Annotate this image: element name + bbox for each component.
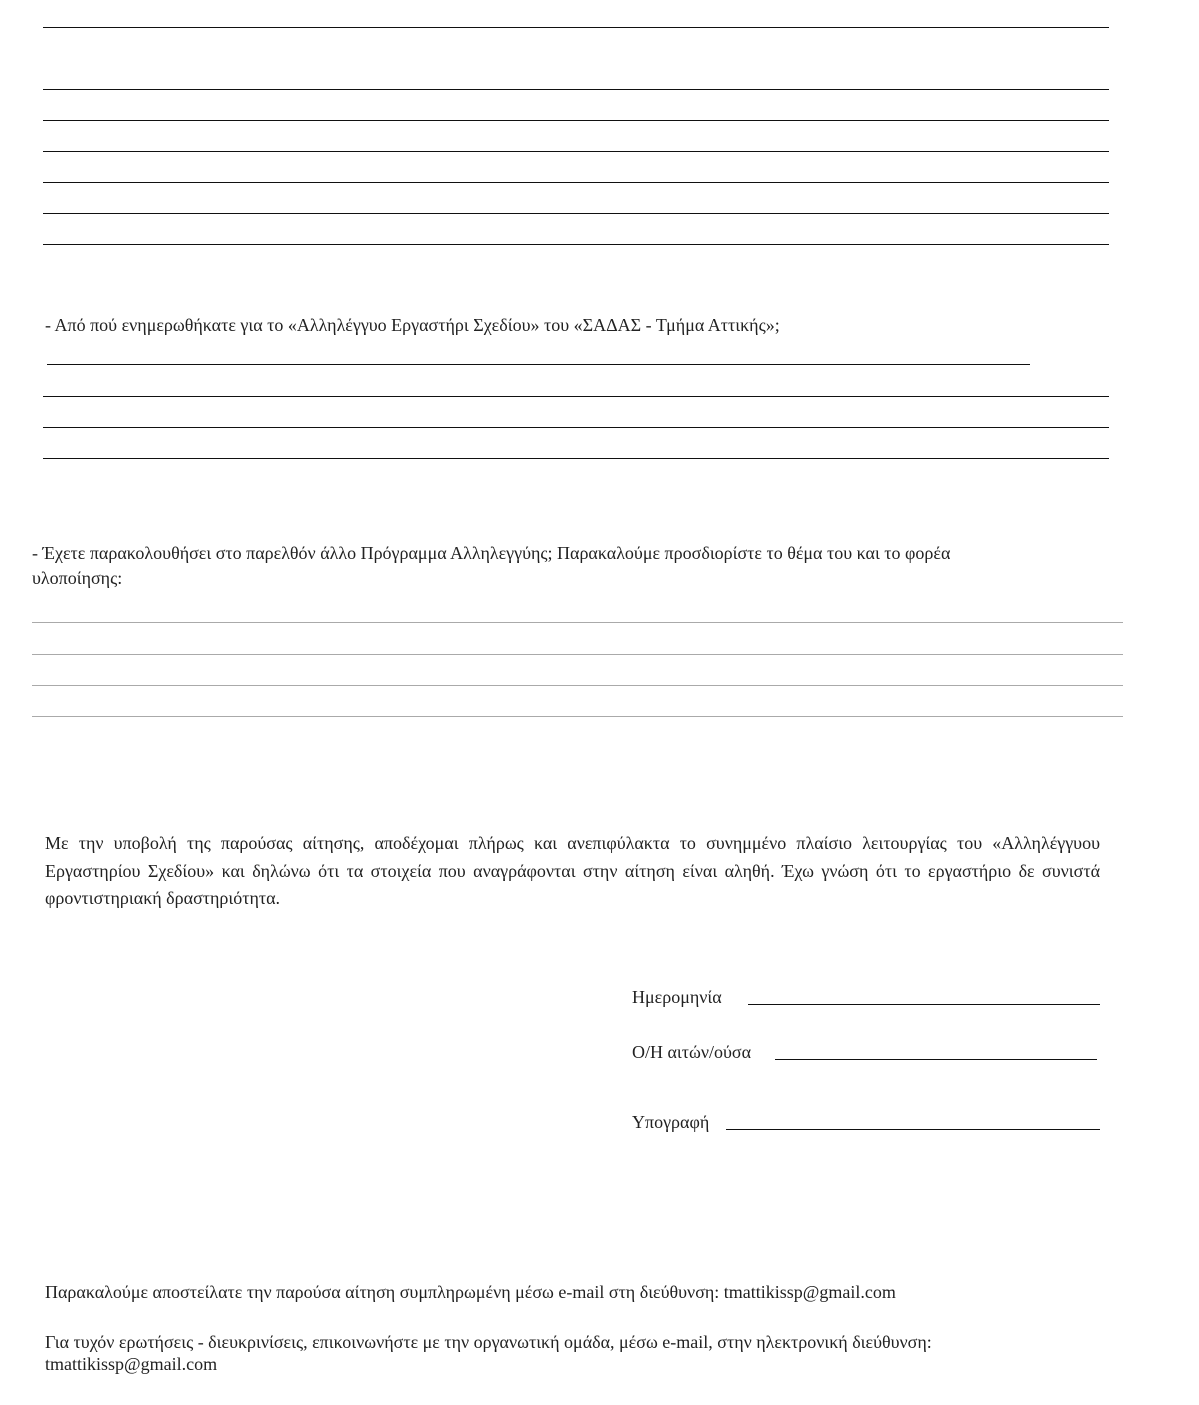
signature-field[interactable]	[726, 1129, 1100, 1130]
applicant-field[interactable]	[775, 1059, 1097, 1060]
date-field[interactable]	[748, 1004, 1100, 1005]
questions-line1: Για τυχόν ερωτήσεις - διευκρινίσεις, επικοινωνήστε με την οργανωτική ομάδα, μέσω e-mail, στην ηλεκτρονική διεύθυνση:	[45, 1332, 932, 1352]
answer-line[interactable]	[43, 396, 1109, 397]
answer-line[interactable]	[32, 622, 1123, 623]
answer-line[interactable]	[43, 244, 1109, 245]
answer-line[interactable]	[43, 458, 1109, 459]
answer-line[interactable]	[32, 654, 1123, 655]
answer-line[interactable]	[43, 427, 1109, 428]
applicant-label: Ο/Η αιτών/ούσα	[632, 1042, 752, 1062]
answer-line[interactable]	[32, 716, 1123, 717]
answer-line[interactable]	[43, 27, 1109, 28]
date-label: Ημερομηνία	[632, 987, 722, 1007]
question-previous-line1: - Έχετε παρακολουθήσει στο παρελθόν άλλο Πρόγραμμα Αλληλεγγύης; Παρακαλούμε προσδιορίστε το θέμα του και το φορέα	[32, 543, 951, 563]
answer-line[interactable]	[43, 213, 1109, 214]
answer-line[interactable]	[43, 89, 1109, 90]
submit-note: Παρακαλούμε αποστείλατε την παρούσα αίτηση συμπληρωμένη μέσω e-mail στη διεύθυνση: tmattikissp@gmail.com	[45, 1282, 896, 1302]
answer-line[interactable]	[32, 685, 1123, 686]
question-previous-line2: υλοποίησης:	[32, 568, 123, 588]
declaration-text: Με την υποβολή της παρούσας αίτησης, αποδέχομαι πλήρως και ανεπιφύλακτα το συνημμένο πλαίσιο λειτουργίας του «Αλληλέγγυου Εργαστηρίου Σχεδίου» και δηλώνω ότι τα στοιχεία που αναγράφονται στην αίτηση είναι αληθή. Έχω γνώση ότι το εργαστήριο δε συνιστά φροντιστηριακή δραστηριότητα.	[45, 833, 1100, 908]
answer-line[interactable]	[43, 182, 1109, 183]
question-source: - Από πού ενημερωθήκατε για το «Αλληλέγγυο Εργαστήρι Σχεδίου» του «ΣΑΔΑΣ - Τμήμα Αττικής»;	[45, 315, 780, 335]
signature-label: Υπογραφή	[632, 1112, 710, 1132]
answer-line[interactable]	[47, 364, 1030, 365]
questions-email: tmattikissp@gmail.com	[45, 1354, 218, 1374]
answer-line[interactable]	[43, 151, 1109, 152]
answer-line[interactable]	[43, 120, 1109, 121]
